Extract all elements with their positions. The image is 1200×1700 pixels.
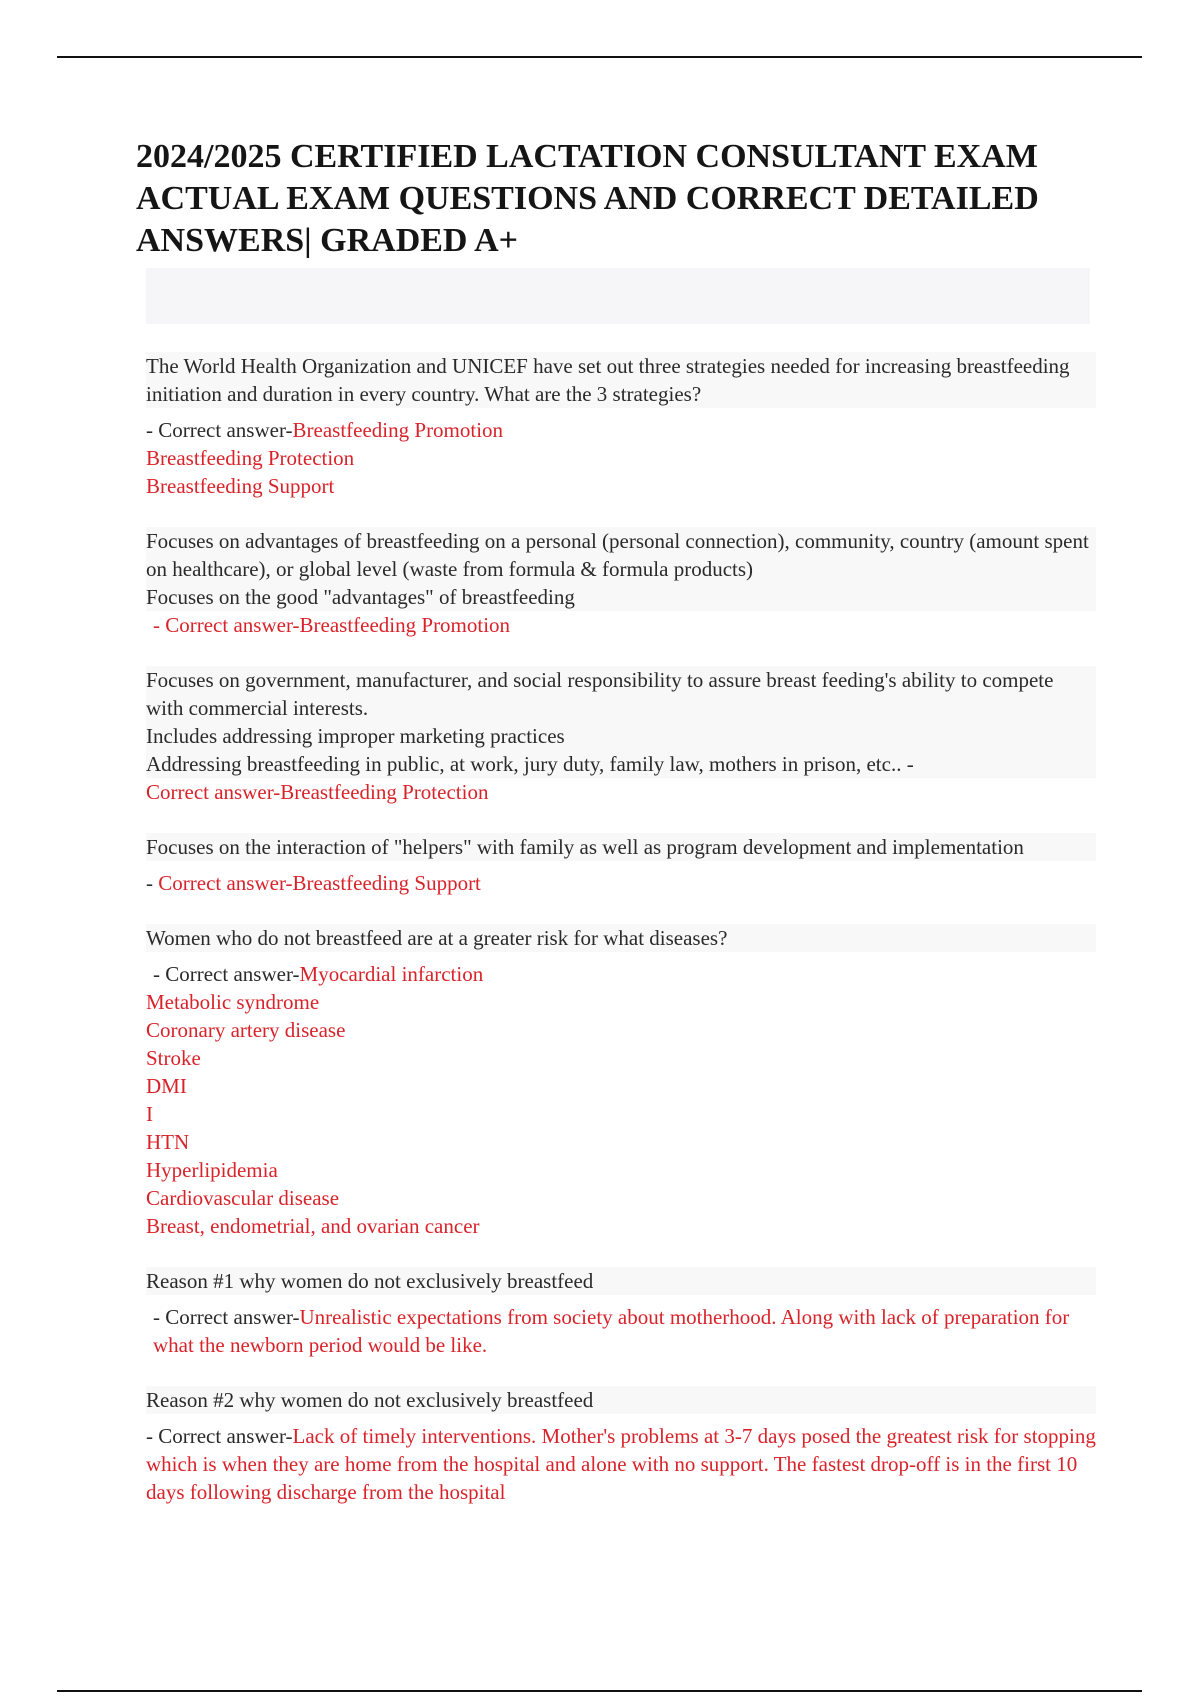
answer-block <box>146 611 1096 639</box>
qa-item <box>146 924 1096 1240</box>
qa-item <box>146 666 1096 806</box>
answer-text: Lack of timely interventions. Mother's problems at 3-7 days posed the greatest risk for stopping which is when they are home from the hospital and alone with no support. The fastest drop-off is in the first 10 days following discharge from the hospital <box>146 1424 1096 1504</box>
question-line: Addressing breastfeeding in public, at work, jury duty, family law, mothers in prison, etc.. - <box>146 752 914 776</box>
answer-text: Metabolic syndrome <box>146 990 320 1014</box>
top-rule <box>57 56 1142 58</box>
blank-band <box>146 268 1090 324</box>
answer-text: I <box>146 1102 153 1126</box>
answer-label: - Correct answer- <box>153 962 300 986</box>
answer-text: Breastfeeding Support <box>146 474 335 498</box>
answer-label: - <box>146 871 159 895</box>
qa-item <box>146 1386 1096 1506</box>
question-line: Focuses on government, manufacturer, and social responsibility to assure breast feeding's ability to compete with commercial interests. <box>146 668 1054 720</box>
answer-text: Stroke <box>146 1046 201 1070</box>
question-text <box>146 666 1096 778</box>
question-line: Includes addressing improper marketing practices <box>146 724 565 748</box>
document-title: 2024/2025 CERTIFIED LACTATION CONSULTANT EXAM ACTUAL EXAM QUESTIONS AND CORRECT DETAILED ANSWERS| GRADED A+ <box>136 138 1039 259</box>
answer-label: - Correct answer- <box>153 613 300 637</box>
answer-text: Breastfeeding Support <box>292 871 481 895</box>
answer-block <box>146 1303 1096 1359</box>
answer-text: Breast, endometrial, and ovarian cancer <box>146 1214 480 1238</box>
bottom-rule <box>57 1690 1142 1692</box>
answer-label: - Correct answer- <box>146 1424 293 1448</box>
answer-text: Correct answer-Breastfeeding Protection <box>146 780 489 804</box>
question-text: Reason #1 why women do not exclusively breastfeed <box>146 1267 1096 1295</box>
qa-item <box>146 527 1096 639</box>
question-text: Women who do not breastfeed are at a greater risk for what diseases? <box>146 924 1096 952</box>
answer-text: DMI <box>146 1074 187 1098</box>
qa-item <box>146 1267 1096 1359</box>
question-text <box>146 527 1096 611</box>
question-text: Focuses on the interaction of "helpers" with family as well as program development and implementation <box>146 833 1096 861</box>
qa-item <box>146 833 1096 897</box>
answer-label: - Correct answer- <box>146 418 293 442</box>
answer-text: Breastfeeding Promotion <box>299 613 511 637</box>
question-text: Reason #2 why women do not exclusively breastfeed <box>146 1386 1096 1414</box>
answer-text: Correct answer- <box>158 871 293 895</box>
question-line: Focuses on advantages of breastfeeding on a personal (personal connection), community, country (amount spent on healthcare), or global level (waste from formula & formula products) <box>146 529 1089 581</box>
answer-block <box>146 416 1096 500</box>
answer-text: Unrealistic expectations from society about motherhood. Along with lack of preparation for what the newborn period would be like. <box>153 1305 1070 1357</box>
answer-text: HTN <box>146 1130 190 1154</box>
answer-text: Cardiovascular disease <box>146 1186 340 1210</box>
qa-content <box>146 352 1096 1506</box>
qa-item <box>146 352 1096 500</box>
answer-block <box>146 1422 1096 1506</box>
question-text: The World Health Organization and UNICEF have set out three strategies needed for increasing breastfeeding initiation and duration in every country. What are the 3 strategies? <box>146 352 1096 408</box>
answer-block <box>146 778 1096 806</box>
answer-text: Breastfeeding Protection <box>146 446 355 470</box>
answer-block <box>146 960 1096 1240</box>
answer-text: Hyperlipidemia <box>146 1158 278 1182</box>
answer-label: - Correct answer- <box>153 1305 300 1329</box>
answer-text: Myocardial infarction <box>299 962 484 986</box>
answer-block <box>146 869 1096 897</box>
question-line: Focuses on the good "advantages" of breastfeeding <box>146 585 575 609</box>
answer-text: Breastfeeding Promotion <box>292 418 504 442</box>
answer-text: Coronary artery disease <box>146 1018 346 1042</box>
